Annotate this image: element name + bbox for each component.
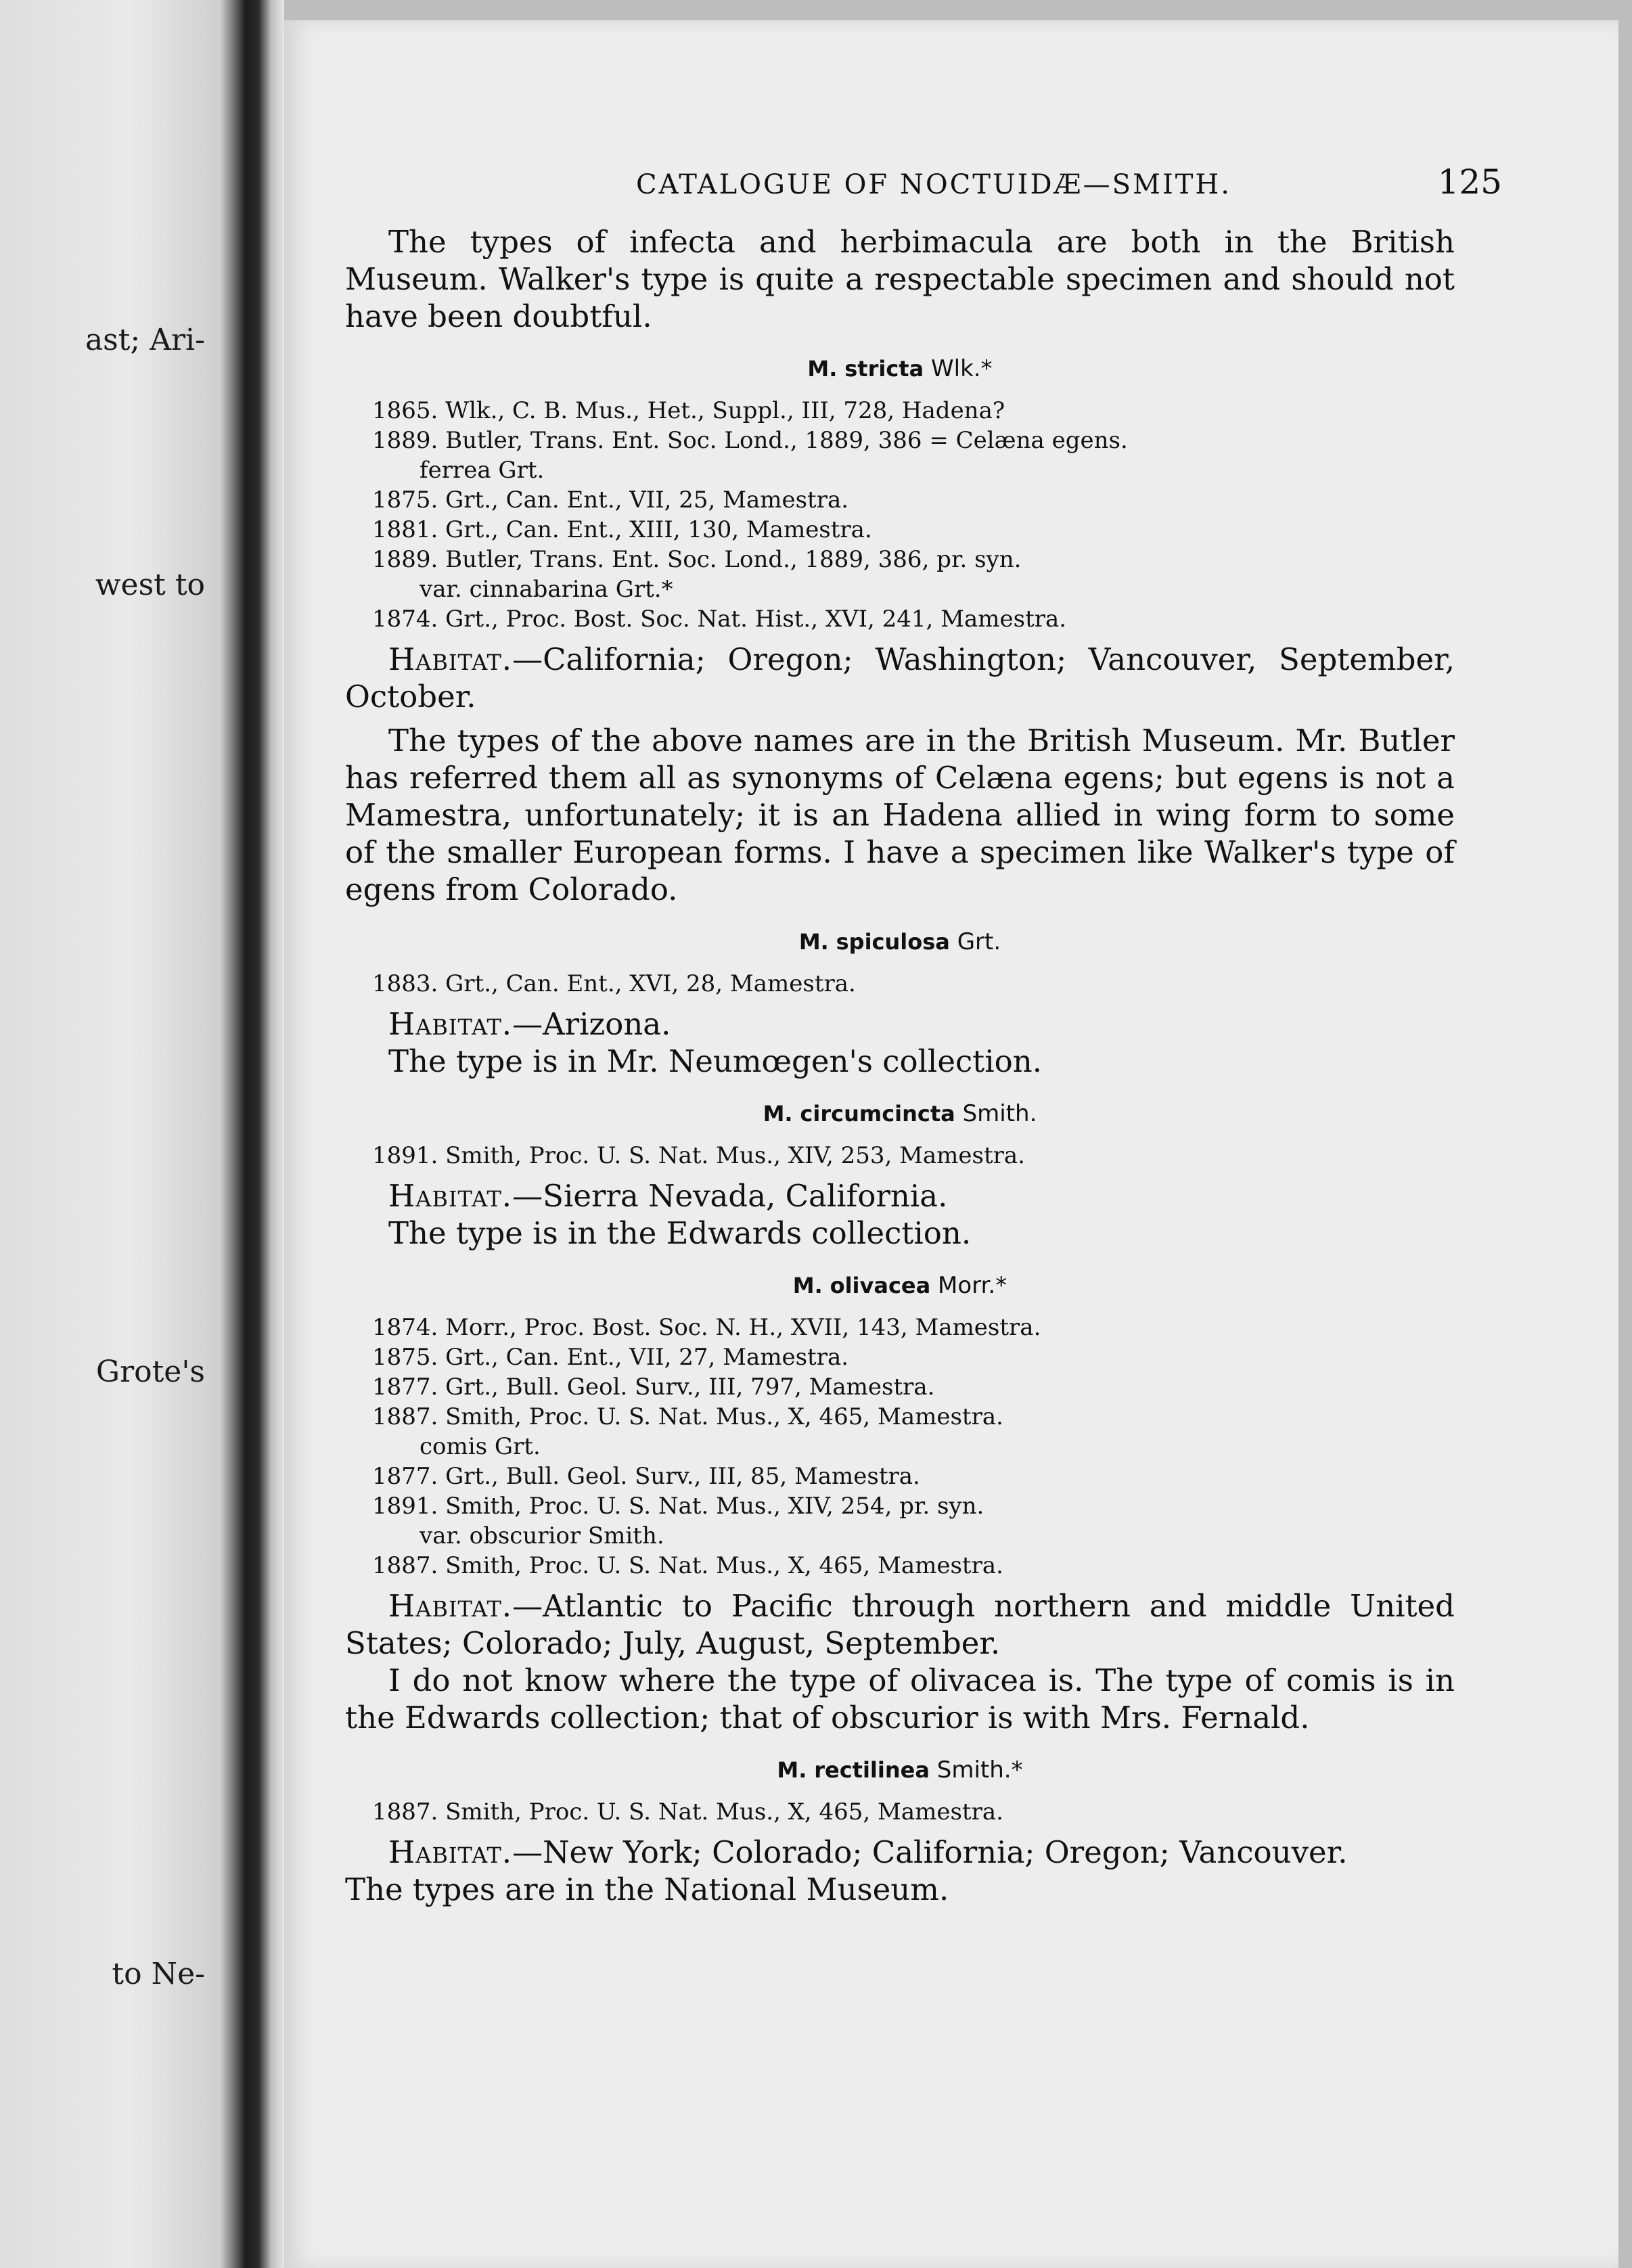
- reference-entry: 1889. Butler, Trans. Ent. Soc. Lond., 1889, 386, pr. syn.: [372, 546, 1022, 573]
- page-body: [345, 223, 1455, 1908]
- reference-entry: 1874. Morr., Proc. Bost. Soc. N. H., XVII, 143, Mamestra.: [372, 1314, 1041, 1341]
- note-paragraph: The type is in Mr. Neumœgen's collection.: [388, 1043, 1043, 1079]
- species-name: stricta: [844, 356, 924, 382]
- running-head: [352, 162, 1502, 202]
- synonym-name: comis Grt.: [420, 1433, 541, 1460]
- synonym-name: ferrea Grt.: [420, 457, 545, 484]
- reference-entry: 1891. Smith, Proc. U. S. Nat. Mus., XIV, 254, pr. syn.: [372, 1493, 984, 1520]
- reference-entry: 1881. Grt., Can. Ent., XIII, 130, Mamestra.: [372, 516, 872, 543]
- running-title: CATALOGUE OF NOCTUIDÆ—SMITH.: [636, 169, 1232, 200]
- reference-entry: 1877. Grt., Bull. Geol. Surv., III, 797, Mamestra.: [372, 1374, 935, 1401]
- habitat-label: Habitat.: [388, 1588, 513, 1624]
- intro-paragraph: The types of infecta and herbimacula are both in the British Museum. Walker's type is quite a respectable specimen and should not have been doubtful.: [345, 224, 1455, 334]
- habitat-text: —Arizona.: [512, 1006, 671, 1042]
- species-name: rectilinea: [814, 1757, 930, 1783]
- reference-list: [345, 1141, 1455, 1171]
- habitat-text: —Atlantic to Pacific through northern and middle United States; Colorado; July, August, September.: [345, 1588, 1455, 1661]
- note-paragraph: I do not know where the type of olivacea is. The type of comis is in the Edwards collection; that of obscurior is with Mrs. Fernald.: [345, 1662, 1455, 1736]
- reference-entry: 1887. Smith, Proc. U. S. Nat. Mus., X, 465, Mamestra.: [372, 1403, 1003, 1430]
- habitat-text: —New York; Colorado; California; Oregon; Vancouver.: [512, 1834, 1348, 1870]
- reference-entry: 1874. Grt., Proc. Bost. Soc. Nat. Hist., XVI, 241, Mamestra.: [372, 606, 1067, 633]
- species-author: Grt.: [957, 928, 1001, 955]
- habitat-line: [345, 1587, 1455, 1662]
- reference-list: [345, 1313, 1455, 1581]
- left-page-fragment: to Ne-: [112, 1957, 205, 1991]
- species-heading: [345, 1099, 1455, 1129]
- species-author: Wlk.*: [931, 355, 993, 382]
- note-paragraph: The types are in the National Museum.: [345, 1872, 949, 1907]
- note-paragraph: The type is in the Edwards collection.: [388, 1215, 972, 1251]
- reference-list: [345, 1797, 1455, 1827]
- reference-entry: 1865. Wlk., C. B. Mus., Het., Suppl., III, 728, Hadena?: [372, 397, 1005, 424]
- book-spine: [220, 0, 284, 2268]
- genus-abbrev: M.: [807, 356, 838, 382]
- left-page-fragment: ast; Ari-: [85, 323, 205, 357]
- reference-entry: 1883. Grt., Can. Ent., XVI, 28, Mamestra.: [372, 970, 856, 997]
- reference-entry: 1875. Grt., Can. Ent., VII, 25, Mamestra.: [372, 486, 849, 514]
- species-name: circumcincta: [800, 1101, 955, 1127]
- species-heading: [345, 1755, 1455, 1785]
- left-page-fragment: Grote's: [95, 1355, 205, 1389]
- habitat-text: —California; Oregon; Washington; Vancouver, September, October.: [345, 641, 1455, 715]
- species-heading: [345, 1271, 1455, 1300]
- habitat-label: Habitat.: [388, 641, 513, 677]
- habitat-line: [345, 641, 1455, 715]
- genus-abbrev: M.: [763, 1101, 793, 1127]
- reference-entry: 1877. Grt., Bull. Geol. Surv., III, 85, Mamestra.: [372, 1463, 920, 1490]
- species-name: olivacea: [830, 1273, 931, 1298]
- species-author: Morr.*: [938, 1272, 1007, 1299]
- genus-abbrev: M.: [777, 1757, 807, 1783]
- species-author: Smith.: [962, 1100, 1037, 1127]
- reference-list: [345, 969, 1455, 999]
- variety-name: var. cinnabarina Grt.*: [420, 576, 673, 603]
- habitat-text: —Sierra Nevada, California.: [512, 1178, 948, 1214]
- habitat-label: Habitat.: [388, 1178, 513, 1214]
- habitat-line: [345, 1005, 1455, 1043]
- page-number: 125: [1437, 162, 1502, 202]
- species-author: Smith.*: [936, 1756, 1023, 1784]
- variety-name: var. obscurior Smith.: [420, 1522, 664, 1549]
- reference-entry: 1891. Smith, Proc. U. S. Nat. Mus., XIV, 253, Mamestra.: [372, 1142, 1025, 1169]
- habitat-line: [345, 1177, 1455, 1215]
- genus-abbrev: M.: [798, 929, 829, 955]
- reference-entry: 1889. Butler, Trans. Ent. Soc. Lond., 1889, 386 = Celæna egens.: [372, 427, 1128, 454]
- reference-list: [345, 396, 1455, 634]
- species-heading: [345, 927, 1455, 957]
- left-page-fragment: west to: [95, 568, 205, 602]
- species-name: spiculosa: [836, 929, 950, 955]
- genus-abbrev: M.: [792, 1273, 823, 1298]
- reference-entry: 1887. Smith, Proc. U. S. Nat. Mus., X, 465, Mamestra.: [372, 1798, 1003, 1825]
- note-paragraph: The types of the above names are in the British Museum. Mr. Butler has referred them all as synonyms of Celæna egens; but egens is not a Mamestra, unfortunately; it is an Hadena allied in wing form to some of the smaller European forms. I have a specimen like Walker's type of egens from Colorado.: [345, 723, 1455, 907]
- habitat-label: Habitat.: [388, 1006, 513, 1042]
- habitat-label: Habitat.: [388, 1834, 513, 1870]
- habitat-line: [345, 1834, 1455, 1871]
- reference-entry: 1875. Grt., Can. Ent., VII, 27, Mamestra.: [372, 1344, 849, 1371]
- species-heading: [345, 354, 1455, 384]
- reference-entry: 1887. Smith, Proc. U. S. Nat. Mus., X, 465, Mamestra.: [372, 1552, 1003, 1579]
- left-page: [0, 0, 220, 2268]
